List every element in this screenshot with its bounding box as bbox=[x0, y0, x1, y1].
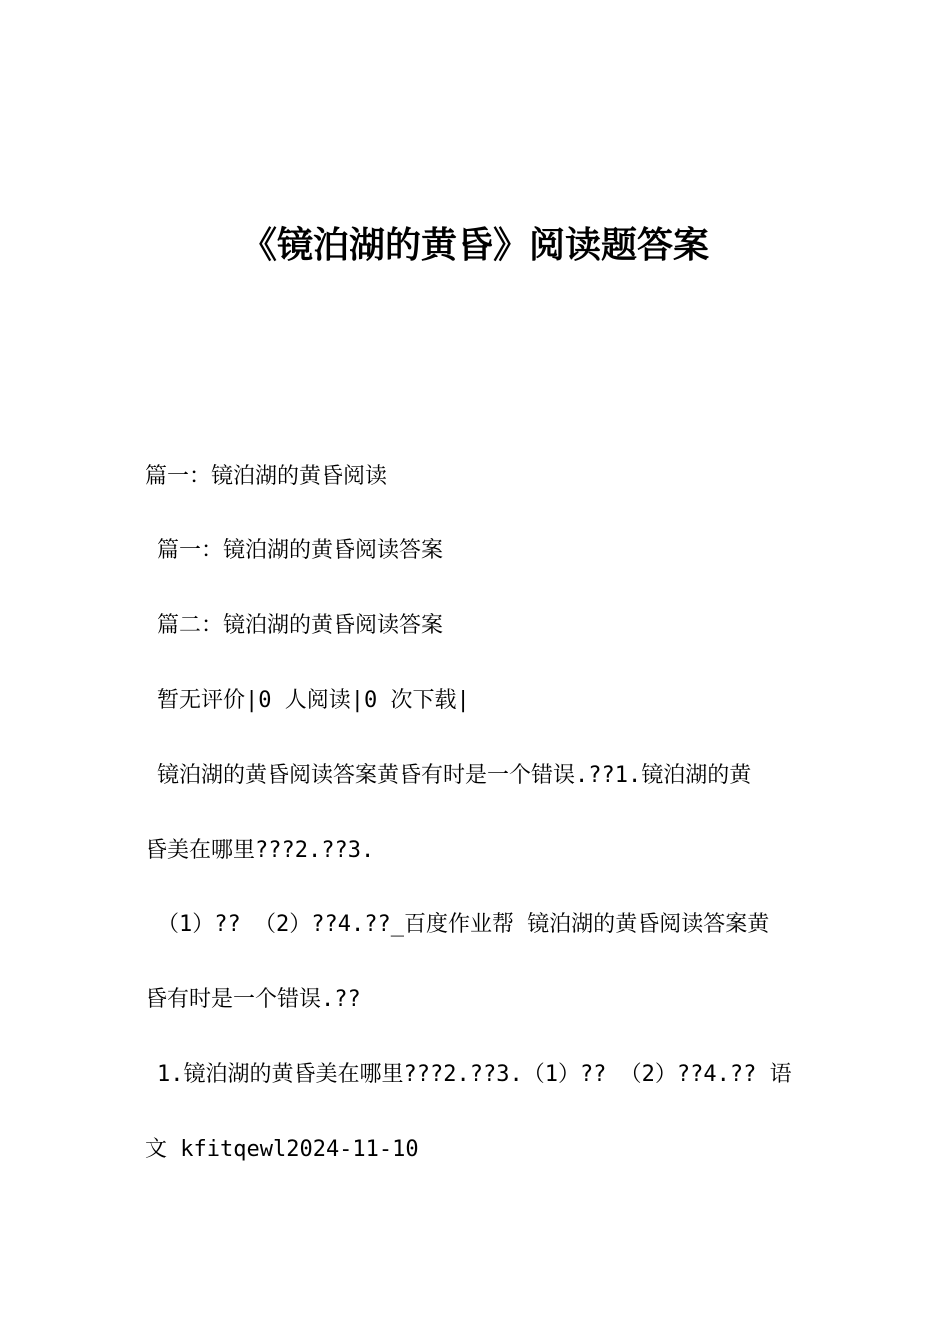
text-line-7: （1）?? （2）??4.??_百度作业帮 镜泊湖的黄昏阅读答案黄 bbox=[157, 912, 770, 937]
text-line-3: 篇二：镜泊湖的黄昏阅读答案 bbox=[157, 613, 444, 638]
text-line-2: 篇一：镜泊湖的黄昏阅读答案 bbox=[157, 538, 444, 563]
text-line-10: 文 kfitqewl2024-11-10 bbox=[145, 1137, 419, 1162]
text-line-6: 昏美在哪里???2.??3. bbox=[145, 838, 375, 863]
text-line-5: 镜泊湖的黄昏阅读答案黄昏有时是一个错误.??1.镜泊湖的黄 bbox=[157, 763, 752, 788]
text-line-9: 1.镜泊湖的黄昏美在哪里???2.??3.（1）?? （2）??4.?? 语 bbox=[157, 1062, 792, 1087]
text-line-8: 昏有时是一个错误.?? bbox=[145, 987, 361, 1012]
document-title: 《镜泊湖的黄昏》阅读题答案 bbox=[240, 225, 709, 266]
text-line-4: 暂无评价|0 人阅读|0 次下载| bbox=[157, 688, 470, 713]
text-line-1: 篇一：镜泊湖的黄昏阅读 bbox=[145, 464, 388, 489]
